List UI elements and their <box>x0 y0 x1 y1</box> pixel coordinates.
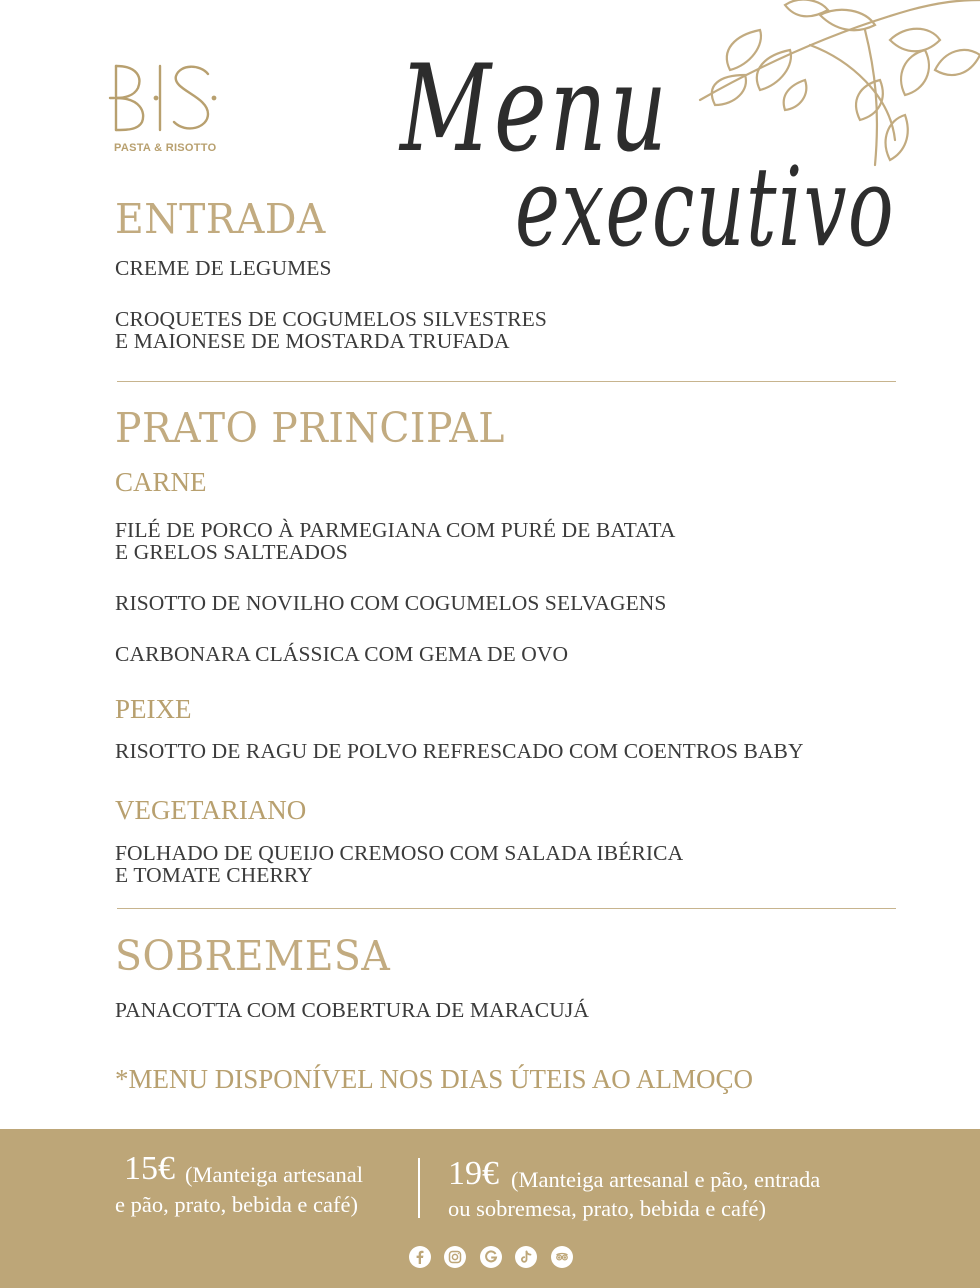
subheading-vegetariano: VEGETARIANO <box>115 795 307 825</box>
heading-sobremesa: SOBREMESA <box>115 932 391 980</box>
divider-line <box>117 381 896 382</box>
title-line2: executivo <box>515 143 895 270</box>
vegetariano-item: E TOMATE CHERRY <box>115 863 313 887</box>
price-19-desc-line1: (Manteiga artesanal e pão, entrada <box>511 1167 821 1192</box>
sobremesa-item: PANACOTTA COM COBERTURA DE MARACUJÁ <box>115 998 589 1022</box>
price-15-desc-line1: (Manteiga artesanal <box>185 1162 364 1187</box>
price-15: 15€ <box>124 1150 175 1187</box>
availability-note: *MENU DISPONÍVEL NOS DIAS ÚTEIS AO ALMOÇO <box>115 1064 754 1094</box>
menu-executivo-title <box>395 40 905 270</box>
price-15-desc-line2: e pão, prato, bebida e café) <box>115 1192 358 1217</box>
peixe-item: RISOTTO DE RAGU DE POLVO REFRESCADO COM COENTROS BABY <box>115 739 804 763</box>
entrada-item: CREME DE LEGUMES <box>115 256 332 280</box>
vegetariano-item: FOLHADO DE QUEIJO CREMOSO COM SALADA IBÉRICA <box>115 841 684 865</box>
tripadvisor-icon[interactable] <box>551 1246 573 1268</box>
carne-item: E GRELOS SALTEADOS <box>115 540 348 564</box>
price-divider <box>418 1158 420 1218</box>
facebook-icon[interactable] <box>409 1246 431 1268</box>
instagram-icon[interactable] <box>444 1246 466 1268</box>
price-19-desc-line2: ou sobremesa, prato, bebida e café) <box>448 1196 766 1221</box>
title-line1: Menu <box>398 40 670 179</box>
carne-item: CARBONARA CLÁSSICA COM GEMA DE OVO <box>115 642 569 666</box>
price-19: 19€ <box>448 1155 499 1192</box>
divider-line <box>117 908 896 909</box>
entrada-item: E MAIONESE DE MOSTARDA TRUFADA <box>115 329 510 353</box>
tiktok-icon[interactable] <box>515 1246 537 1268</box>
entrada-item: CROQUETES DE COGUMELOS SILVESTRES <box>115 307 547 331</box>
carne-item: RISOTTO DE NOVILHO COM COGUMELOS SELVAGENS <box>115 591 667 615</box>
subheading-peixe: PEIXE <box>115 694 192 724</box>
carne-item: FILÉ DE PORCO À PARMEGIANA COM PURÉ DE BATATA <box>115 518 676 542</box>
heading-entrada: ENTRADA <box>115 195 326 243</box>
logo-tagline: PASTA & RISOTTO <box>114 142 217 154</box>
heading-prato-principal: PRATO PRINCIPAL <box>115 404 505 452</box>
google-icon[interactable] <box>480 1246 502 1268</box>
subheading-carne: CARNE <box>115 467 207 497</box>
